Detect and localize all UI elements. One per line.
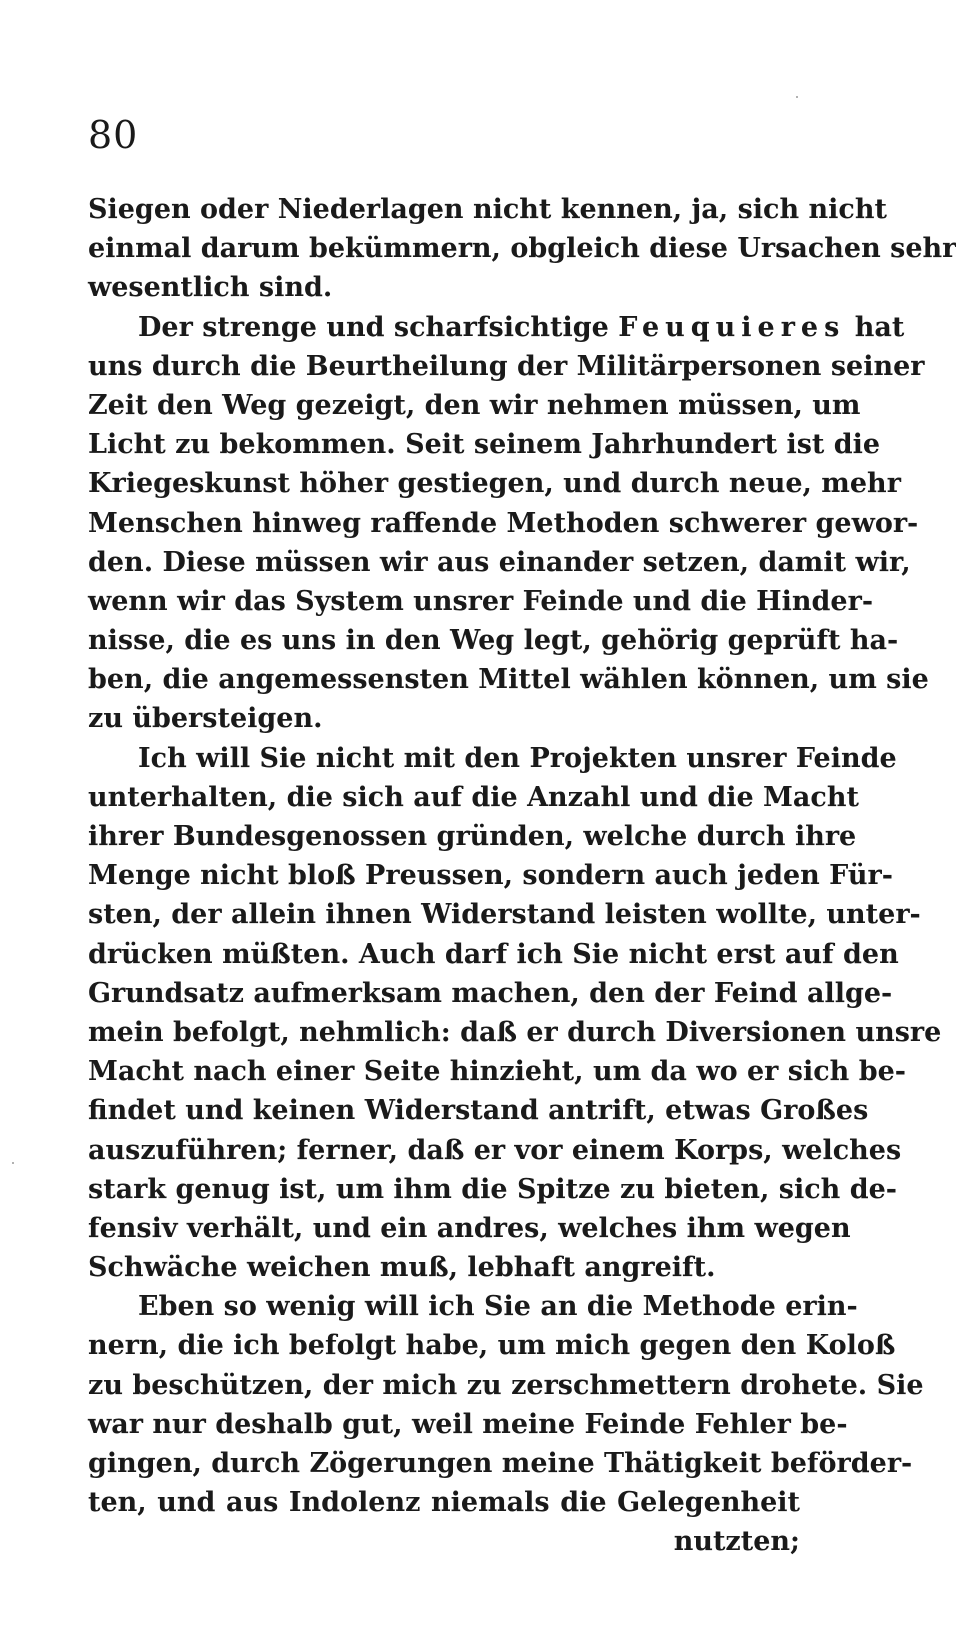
text-line: Macht nach einer Seite hinzieht, um da wo er sich be- [88, 1056, 906, 1088]
text-line: war nur deshalb gut, weil meine Feinde Fehler be- [88, 1408, 848, 1440]
paper-speck [796, 96, 798, 98]
text-line: Licht zu bekommen. Seit seinem Jahrhundert ist die [88, 429, 881, 461]
catchword: nutzten; [673, 1526, 800, 1558]
text-line: Menschen hinweg raffende Methoden schwerer gewor- [88, 507, 919, 539]
text-line: fensiv verhält, und ein andres, welches ihm wegen [88, 1212, 851, 1244]
text-line: auszuführen; ferner, daß er vor einem Korps, welches [88, 1134, 902, 1166]
text-line: Kriegeskunst höher gestiegen, und durch neue, mehr [88, 468, 901, 500]
text-line: ten, und aus Indolenz niemals die Gelegenheit [88, 1487, 800, 1519]
paper-speck [12, 1162, 14, 1164]
text-line: sten, der allein ihnen Widerstand leisten wollte, unter- [88, 899, 921, 931]
text-line: gingen, durch Zögerungen meine Thätigkeit beförder- [88, 1448, 913, 1479]
text-line: ben, die angemessensten Mittel wählen können, um sie [88, 664, 929, 696]
text-line: Schwäche weichen muß, lebhaft angreift. [88, 1252, 716, 1284]
text-line: Zeit den Weg gezeigt, den wir nehmen müssen, um [88, 389, 861, 421]
text-line: Eben so wenig will ich Sie an die Methode erin- [138, 1291, 858, 1323]
text-line: wenn wir das System unsrer Feinde und die Hinder- [88, 585, 874, 617]
text-line: zu beschützen, der mich zu zerschmettern drohete. Sie [88, 1369, 924, 1401]
text-line: findet und keinen Widerstand antrift, etwas Großes [88, 1095, 869, 1127]
text-line: nern, die ich befolgt habe, um mich gegen den Koloß [88, 1330, 896, 1362]
text-line: einmal darum bekümmern, obgleich diese Ursachen sehr [88, 233, 956, 265]
text-line: mein befolgt, nehmlich: daß er durch Diversionen unsre [88, 1016, 942, 1048]
text-line: Ich will Sie nicht mit den Projekten unsrer Feinde [138, 742, 897, 774]
text-line [88, 308, 905, 347]
text-line: ihrer Bundesgenossen gründen, welche durch ihre [88, 821, 857, 852]
text-line: Menge nicht bloß Preussen, sondern auch jeden Für- [88, 860, 893, 892]
author-name-spaced: Feuquieres [618, 311, 846, 343]
text-line: nisse, die es uns in den Weg legt, gehörig geprüft ha- [88, 625, 899, 657]
page-number: 80 [88, 113, 139, 157]
text-segment: Der strenge und scharfsichtige [138, 311, 619, 343]
text-segment: hat [845, 311, 905, 343]
text-line: zu übersteigen. [88, 703, 323, 735]
text-line: stark genug ist, um ihm die Spitze zu bieten, sich de- [88, 1173, 897, 1205]
text-line: unterhalten, die sich auf die Anzahl und die Macht [88, 781, 859, 813]
text-line: drücken müßten. Auch darf ich Sie nicht erst auf den [88, 938, 899, 970]
text-line: wesentlich sind. [88, 272, 333, 304]
text-line: Grundsatz aufmerksam machen, den der Feind allge- [88, 977, 893, 1009]
text-line: Siegen oder Niederlagen nicht kennen, ja, sich nicht [88, 194, 887, 225]
text-line: den. Diese müssen wir aus einander setzen, damit wir, [88, 546, 911, 578]
body-text [88, 190, 956, 1562]
text-line: uns durch die Beurtheilung der Militärpersonen seiner [88, 350, 925, 382]
